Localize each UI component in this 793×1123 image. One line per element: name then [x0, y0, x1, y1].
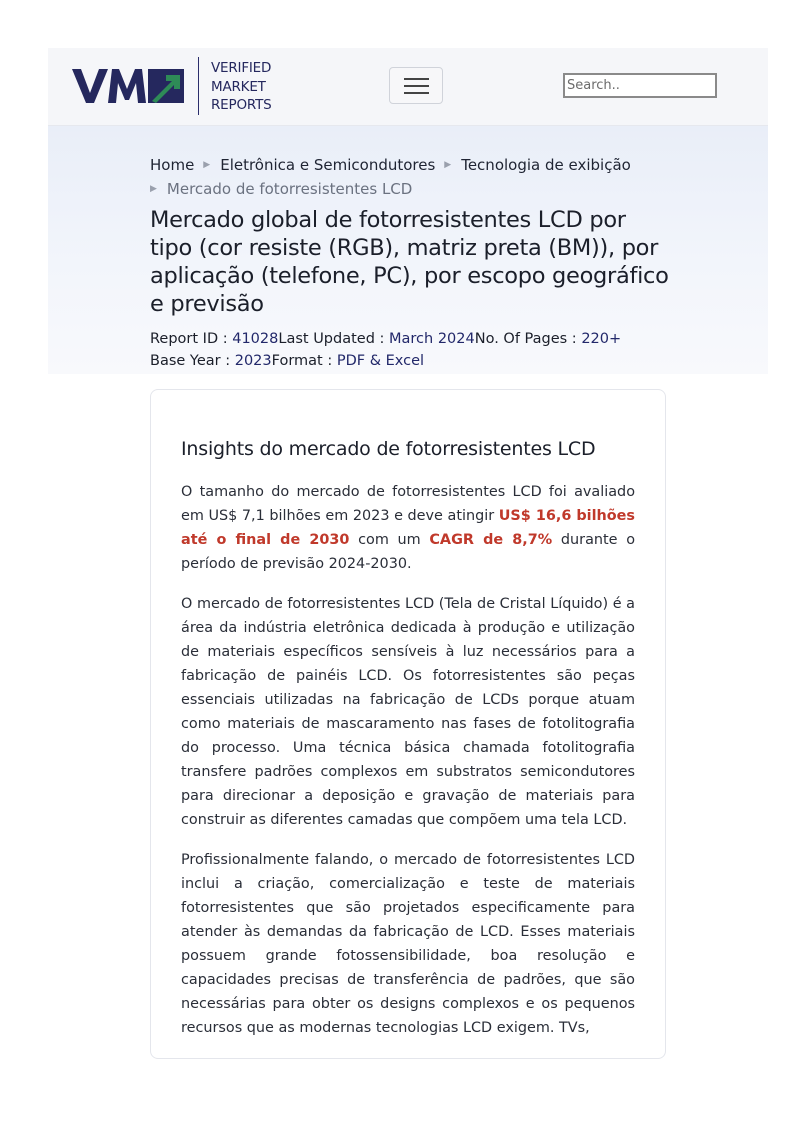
hamburger-icon: [404, 85, 429, 87]
chevron-right-icon: ▶: [203, 160, 211, 170]
menu-toggle-button[interactable]: [389, 67, 443, 104]
hamburger-icon: [404, 78, 429, 80]
breadcrumb-current: Mercado de fotorresistentes LCD: [166, 180, 413, 198]
paragraph-text: O tamanho do mercado de fotorresistentes LCD foi avaliado em US$ 7,1 bilhões em 2023 e deve atingir: [181, 484, 635, 524]
insights-paragraph: Profissionalmente falando, o mercado de fotorresistentes LCD inclui a criação, comercialização e teste de materiais fotorresistentes que são projetados especificamente para atender às demandas da fabricação de LCD. Esses materiais possuem grande fotossensibilidade, boa resolução e capacidades precisas de transferência de padrões, que são necessárias para obter os designs complexos e os pequenos recursos que as modernas tecnologias LCD exigem. TVs,: [181, 852, 635, 1036]
breadcrumb-home-link[interactable]: Home: [150, 156, 195, 174]
last-updated-value: March 2024: [389, 331, 475, 347]
chevron-right-icon: ▶: [150, 184, 157, 194]
logo-wordmark[interactable]: [211, 59, 272, 115]
insights-paragraph: [181, 480, 635, 576]
logo-line: MARKET: [211, 78, 266, 95]
insights-paragraph: O mercado de fotorresistentes LCD (Tela de Cristal Líquido) é a área da indústria eletrônica dedicada à produção e utilização de materiais específicos sensíveis à luz necessários para a fabricação de painéis LCD. Os fotorresistentes são peças essenciais utilizadas na fabricação de LCDs porque atuam como materiais de mascaramento nas fases de fotolitografia do processo. Uma técnica básica chamada fotolitografia transfere padrões complexos em substratos semicondutores para direcionar a deposição e gravação de materiais para construir as diferentes camadas que compõem uma tela LCD.: [181, 596, 635, 828]
highlight-value: US$ 16,6 bilhões até o final de 2030: [181, 508, 635, 548]
last-updated-label: Last Updated :: [278, 331, 390, 347]
report-id-value: 41028: [232, 331, 279, 347]
highlight-value: CAGR de 8,7%: [429, 532, 553, 548]
insights-card: [150, 389, 666, 1059]
chevron-right-icon: ▶: [444, 160, 452, 170]
format-label: Format :: [271, 353, 337, 369]
report-meta: [150, 328, 621, 372]
breadcrumb-subcategory-link[interactable]: Tecnologia de exibição: [461, 156, 631, 174]
hamburger-icon: [404, 92, 429, 94]
breadcrumb-category-link[interactable]: Eletrônica e Semicondutores: [220, 156, 436, 174]
paragraph-text: durante o período de previsão 2024-2030.: [181, 532, 635, 572]
pages-value: 220+: [581, 331, 622, 347]
logo-line: VERIFIED: [211, 60, 272, 76]
report-hero: [48, 126, 768, 374]
report-id-label: Report ID :: [150, 331, 233, 347]
pages-label: No. Of Pages :: [474, 331, 582, 347]
page: [48, 48, 768, 1036]
insights-heading: Insights do mercado de fotorresistentes LCD: [181, 438, 596, 460]
logo-line: REPORTS: [211, 97, 272, 113]
base-year-value: 2023: [234, 353, 272, 369]
search-input[interactable]: [563, 73, 717, 98]
vmr-logo-icon[interactable]: [72, 67, 186, 109]
format-value: PDF & Excel: [336, 353, 425, 369]
paragraph-text: com um: [349, 532, 430, 548]
site-header: [48, 48, 768, 126]
page-title: Mercado global de fotorresistentes LCD por tipo (cor resiste (RGB), matriz preta (BM)), por aplicação (telefone, PC), por escopo geográfico e previsão: [150, 207, 669, 317]
breadcrumb: [150, 153, 670, 201]
logo-divider: [198, 57, 199, 115]
base-year-label: Base Year :: [150, 353, 235, 369]
